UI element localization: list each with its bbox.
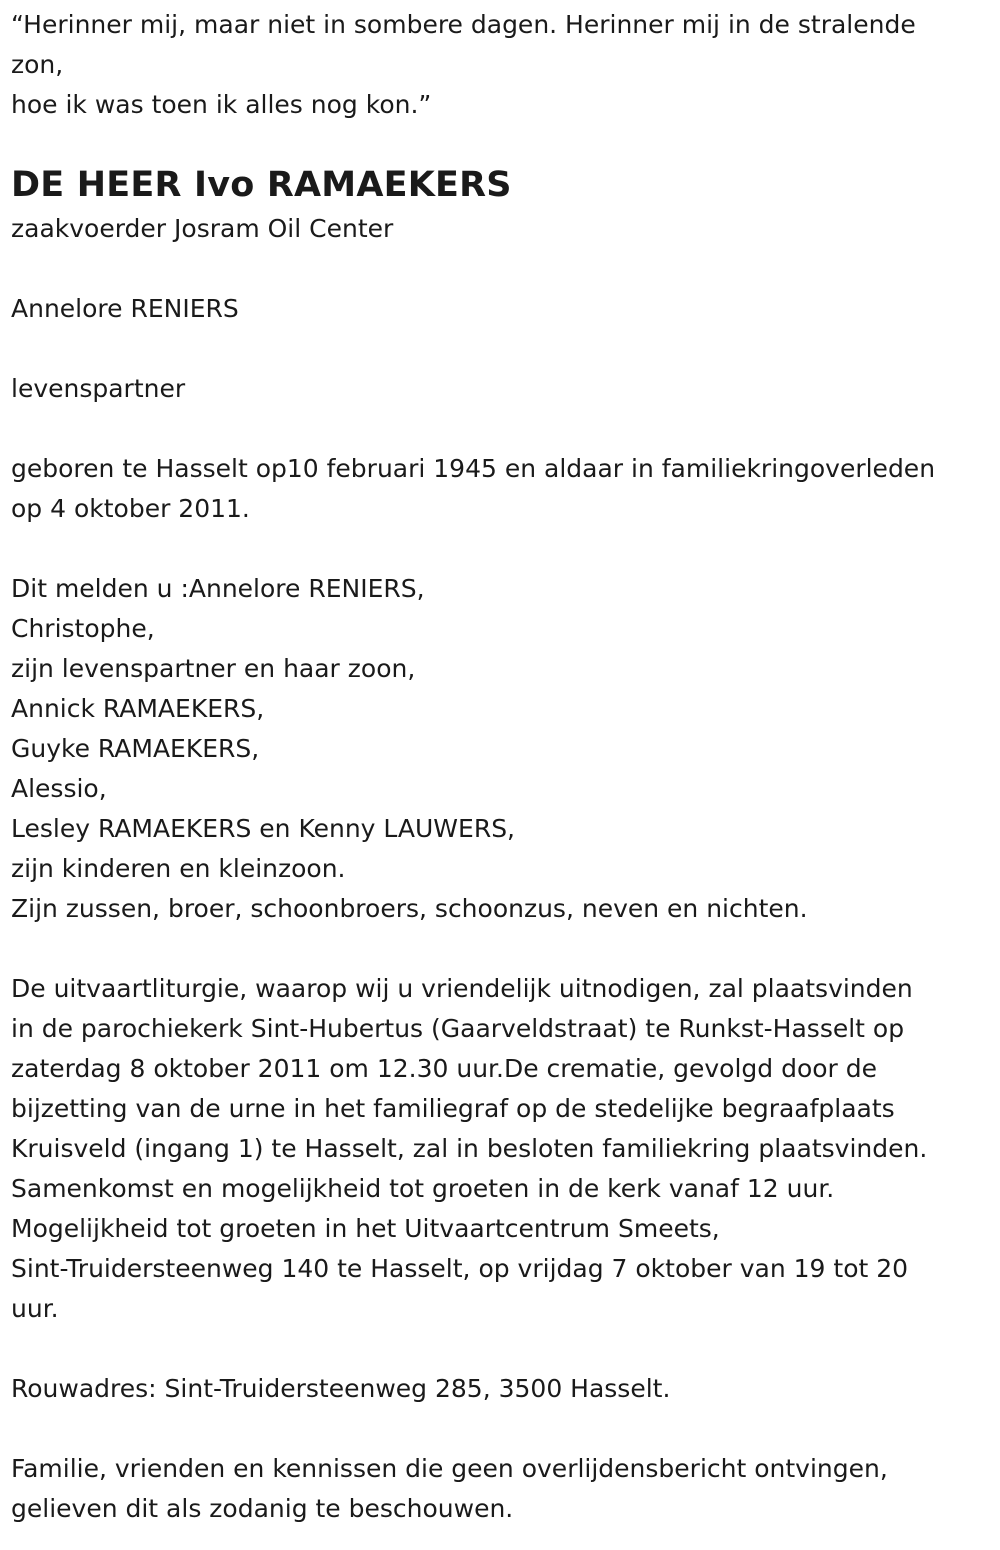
spacer	[11, 329, 988, 369]
text-line: geboren te Hasselt op10 februari 1945 en aldaar in familiekringoverleden	[11, 454, 936, 483]
text-line: zijn kinderen en kleinzoon.	[11, 854, 346, 883]
birth-death-paragraph	[11, 449, 988, 529]
spacer	[11, 929, 988, 969]
quote-line: “Herinner mij, maar niet in sombere dagen. Herinner mij in de stralende	[11, 10, 916, 39]
text-line: Familie, vrienden en kennissen die geen overlijdensbericht ontvingen,	[11, 1454, 888, 1483]
spacer	[11, 1329, 988, 1369]
deceased-occupation: zaakvoerder Josram Oil Center	[11, 214, 394, 243]
quote-line: hoe ik was toen ik alles nog kon.”	[11, 90, 432, 119]
text-line: Dit melden u :Annelore RENIERS,	[11, 574, 425, 603]
closing-paragraph	[11, 1449, 988, 1529]
text-line: Zijn zussen, broer, schoonbroers, schoonzus, neven en nichten.	[11, 894, 808, 923]
text-line: De uitvaartliturgie, waarop wij u vriendelijk uitnodigen, zal plaatsvinden	[11, 974, 913, 1003]
spacer	[11, 409, 988, 449]
text-line: Alessio,	[11, 774, 107, 803]
text-line: uur.	[11, 1294, 59, 1323]
quote-line: zon,	[11, 50, 64, 79]
announcers-paragraph	[11, 569, 988, 929]
text-line: Guyke RAMAEKERS,	[11, 734, 260, 763]
text-line: Annick RAMAEKERS,	[11, 694, 265, 723]
funeral-paragraph	[11, 969, 988, 1329]
partner-role: levenspartner	[11, 374, 186, 403]
text-line: Mogelijkheid tot groeten in het Uitvaartcentrum Smeets,	[11, 1214, 720, 1243]
text-line: in de parochiekerk Sint-Hubertus (Gaarveldstraat) te Runkst-Hasselt op	[11, 1014, 905, 1043]
deceased-name: DE HEER Ivo RAMAEKERS	[11, 165, 512, 205]
partner-name: Annelore RENIERS	[11, 294, 239, 323]
text-line: Sint-Truidersteenweg 140 te Hasselt, op vrijdag 7 oktober van 19 tot 20	[11, 1254, 909, 1283]
spacer	[11, 529, 988, 569]
text-line: zaterdag 8 oktober 2011 om 12.30 uur.De crematie, gevolgd door de	[11, 1054, 878, 1083]
text-line: Christophe,	[11, 614, 155, 643]
memorial-quote	[11, 5, 988, 125]
spacer	[11, 1409, 988, 1449]
text-line: gelieven dit als zodanig te beschouwen.	[11, 1494, 514, 1523]
text-line: Samenkomst en mogelijkheid tot groeten in de kerk vanaf 12 uur.	[11, 1174, 835, 1203]
mourning-address: Rouwadres: Sint-Truidersteenweg 285, 3500 Hasselt.	[11, 1374, 671, 1403]
text-line: Kruisveld (ingang 1) te Hasselt, zal in besloten familiekring plaatsvinden.	[11, 1134, 928, 1163]
text-line: zijn levenspartner en haar zoon,	[11, 654, 416, 683]
text-line: op 4 oktober 2011.	[11, 494, 250, 523]
text-line: bijzetting van de urne in het familiegraf op de stedelijke begraafplaats	[11, 1094, 895, 1123]
text-line: Lesley RAMAEKERS en Kenny LAUWERS,	[11, 814, 516, 843]
spacer	[11, 249, 988, 289]
